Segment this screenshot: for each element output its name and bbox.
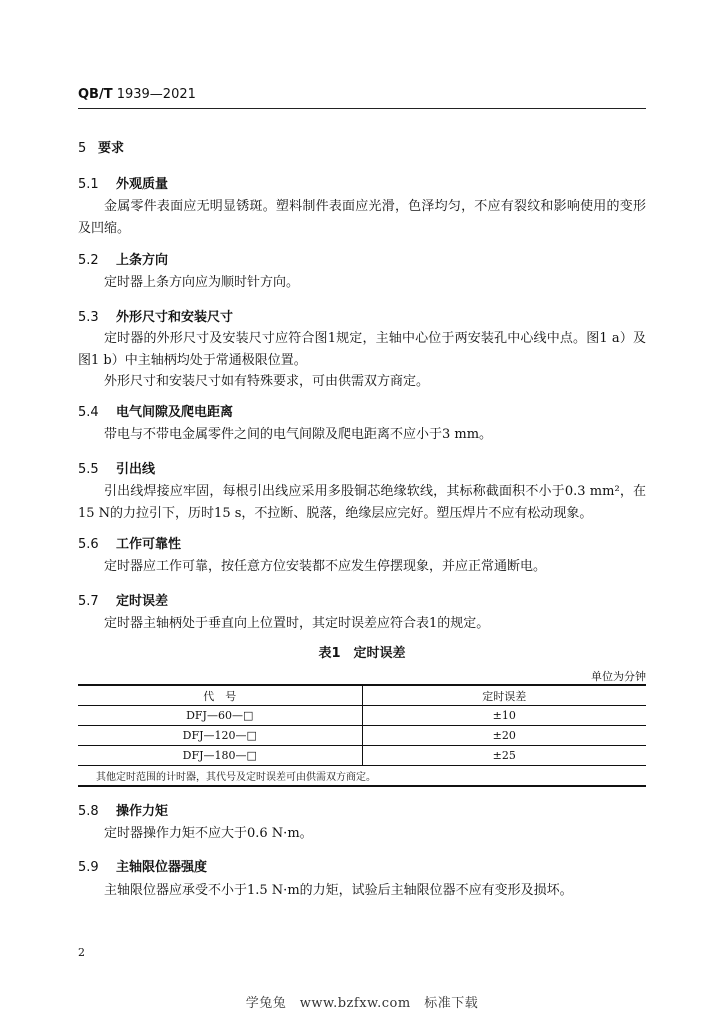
- subsection-number: 5.7: [78, 594, 99, 609]
- header-rule: [78, 108, 646, 109]
- subsection-heading-5-4: [78, 401, 233, 420]
- table-row: [78, 746, 646, 766]
- table-note-row: [78, 766, 646, 787]
- column-header-timing-error: 定时误差: [362, 685, 646, 706]
- subsection-title: 电气间隙及爬电距离: [116, 405, 234, 420]
- section-heading: [78, 137, 124, 156]
- paragraph-5-2: 定时器上条方向应为顺时针方向。: [104, 275, 300, 290]
- paragraph-5-7: 定时器主轴柄处于垂直向上位置时，其定时误差应符合表1的规定。: [104, 616, 490, 631]
- subsection-heading-5-1: [78, 173, 168, 192]
- standard-prefix: QB/T: [78, 87, 113, 102]
- subsection-heading-5-9: [78, 856, 207, 875]
- paragraph-5-9: 主轴限位器应承受不小于1.5 N·m的力矩，试验后主轴限位器不应有变形及损坏。: [104, 883, 573, 898]
- subsection-title: 外形尺寸和安装尺寸: [116, 310, 234, 325]
- subsection-title: 上条方向: [116, 253, 169, 268]
- standard-number: 1939—2021: [112, 87, 196, 102]
- subsection-title: 引出线: [116, 462, 156, 477]
- subsection-heading-5-2: [78, 249, 168, 268]
- subsection-number: 5.3: [78, 310, 99, 325]
- subsection-heading-5-3: [78, 306, 233, 325]
- paragraph-5-3-b: 外形尺寸和安装尺寸如有特殊要求，可由供需双方商定。: [104, 374, 430, 389]
- paragraph-5-5: 引出线焊接应牢固，每根引出线应采用多股铜芯绝缘软线，其标称截面积不小于0.3 mm²，在15 N的力拉引下，历时15 s，不拉断、脱落，绝缘层应完好。塑压焊片不应有松动现象。: [78, 484, 646, 521]
- paragraph-5-3-a: 定时器的外形尺寸及安装尺寸应符合图1规定，主轴中心位于两安装孔中心线中点。图1 a）及图1 b）中主轴柄均处于常通极限位置。: [78, 331, 646, 368]
- cell-timing-error: ±10: [362, 706, 646, 726]
- table-row: [78, 706, 646, 726]
- subsection-heading-5-5: [78, 458, 155, 477]
- subsection-number: 5.9: [78, 860, 99, 875]
- footer-watermark: 学兔兔 www.bzfxw.com 标准下载: [245, 996, 479, 1011]
- table-unit-note: 单位为分钟: [591, 670, 646, 683]
- subsection-number: 5.6: [78, 537, 99, 552]
- subsection-title: 外观质量: [116, 177, 169, 192]
- timing-error-table: [78, 684, 646, 787]
- subsection-heading-5-8: [78, 800, 168, 819]
- cell-timing-error: ±25: [362, 746, 646, 766]
- section-title: 要求: [98, 141, 125, 156]
- table-note: 其他定时范围的计时器，其代号及定时误差可由供需双方商定。: [96, 772, 376, 783]
- cell-code: DFJ—180—□: [182, 749, 257, 762]
- subsection-heading-5-6: [78, 533, 181, 552]
- subsection-number: 5.1: [78, 177, 99, 192]
- table-row: [78, 726, 646, 746]
- table-header-row: [78, 685, 646, 706]
- subsection-number: 5.2: [78, 253, 99, 268]
- subsection-title: 工作可靠性: [116, 537, 182, 552]
- paragraph-5-8: 定时器操作力矩不应大于0.6 N·m。: [104, 826, 313, 841]
- subsection-heading-5-7: [78, 590, 168, 609]
- subsection-number: 5.8: [78, 804, 99, 819]
- subsection-title: 主轴限位器强度: [116, 860, 208, 875]
- cell-code: DFJ—60—□: [186, 709, 254, 722]
- paragraph-5-6: 定时器应工作可靠，按任意方位安装都不应发生停摆现象，并应正常通断电。: [104, 559, 547, 574]
- subsection-number: 5.5: [78, 462, 99, 477]
- subsection-title: 定时误差: [116, 594, 169, 609]
- section-number: 5: [78, 141, 87, 156]
- column-header-code: 代 号: [203, 689, 237, 703]
- cell-timing-error: ±20: [362, 726, 646, 746]
- subsection-title: 操作力矩: [116, 804, 169, 819]
- cell-code: DFJ—120—□: [182, 729, 257, 742]
- subsection-number: 5.4: [78, 405, 99, 420]
- table-caption: 表1 定时误差: [318, 646, 406, 661]
- page-header: [78, 87, 196, 102]
- paragraph-5-4: 带电与不带电金属零件之间的电气间隙及爬电距离不应小于3 mm。: [104, 427, 493, 442]
- page-number: 2: [78, 946, 85, 959]
- paragraph-5-1: 金属零件表面应无明显锈斑。塑料制件表面应光滑，色泽均匀，不应有裂纹和影响使用的变形及凹缩。: [78, 199, 646, 236]
